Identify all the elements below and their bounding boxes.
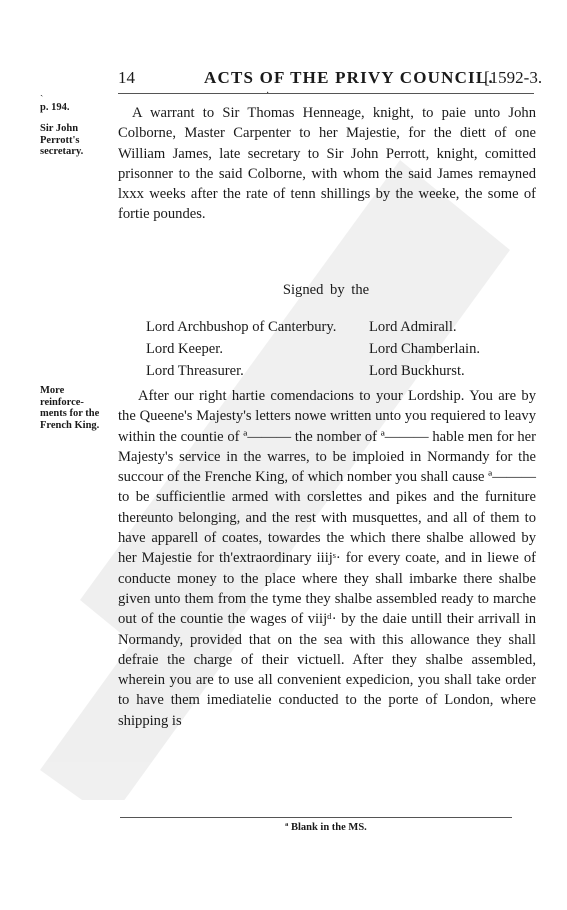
footnote-rule <box>120 817 512 818</box>
tick-mark: ˎ <box>40 86 44 97</box>
margin-note-reinforcements: More reinforce- ments for the French King. <box>40 385 100 431</box>
margin-reference: p. 194. <box>40 102 70 113</box>
year-range: [1592-3. <box>484 68 543 87</box>
header-rule <box>118 93 534 94</box>
letter-paragraph: After our right hartie comendacions to your Lordship. You are by the Queene's Majesty's letters nowe written unto you requiered to leavy within the countie of ª——— the nomber of ª——— hable men for her Majesty's service in the warres, to be imploied in Normandy for the succour of the Frenche King, of which nomber you shall cause ª——— to be sufficientlie armed with corslettes and pikes and the furniture thereunto belonging, and the rest with musquettes, and all of them to have apparell of coates, towardes the which there shalbe allowed by her Majestie for th'extraordinary iiijˢ· for every coate, and in liewe of conducte money to the place where they shall imbarke there shalbe given unto them from the tyme they shalbe assembled ready to marche out of the countie the wages of viijᵈ· by the daie untill their arrivall in Normandy, provided that on the sea with this allowance they shall defraie the charge of their victuell. After they shalbe assembled, wherein you are to use all convenient expedicion, you shall take order to have them imediatelie conducted to the porte of London, where shipping is <box>118 388 536 729</box>
signatory: Lord Threasurer. <box>146 363 244 379</box>
running-title: ACTS OF THE PRIVY COUNCIL. <box>204 68 494 87</box>
signatory: Lord Buckhurst. <box>369 363 465 379</box>
footnote: ª Blank in the MS. <box>285 822 367 833</box>
signatory: Lord Keeper. <box>146 341 223 357</box>
signatories-left <box>146 316 336 382</box>
signatory: Lord Chamberlain. <box>369 341 481 357</box>
signatory: Lord Admirall. <box>369 319 457 335</box>
margin-note-perrott: Sir John Perrott's secretary. <box>40 123 84 157</box>
signatory: Lord Archbushop of Canterbury. <box>146 319 337 335</box>
signatories-right <box>369 316 480 382</box>
page-number: 14 <box>118 68 135 87</box>
signed-heading: Signed by the <box>282 282 370 298</box>
warrant-paragraph: A warrant to Sir Thomas Henneage, knight, to paie unto John Colborne, Master Carpenter to her Majestie, for the diett of one William James, late secretary to Sir John Perrott, knight, comitted prisonner to the said Colborne, with whom the said James remayned lxxx weeks after the rate of tenn shillings by the weeke, the some of fortie poundes. <box>118 105 536 223</box>
